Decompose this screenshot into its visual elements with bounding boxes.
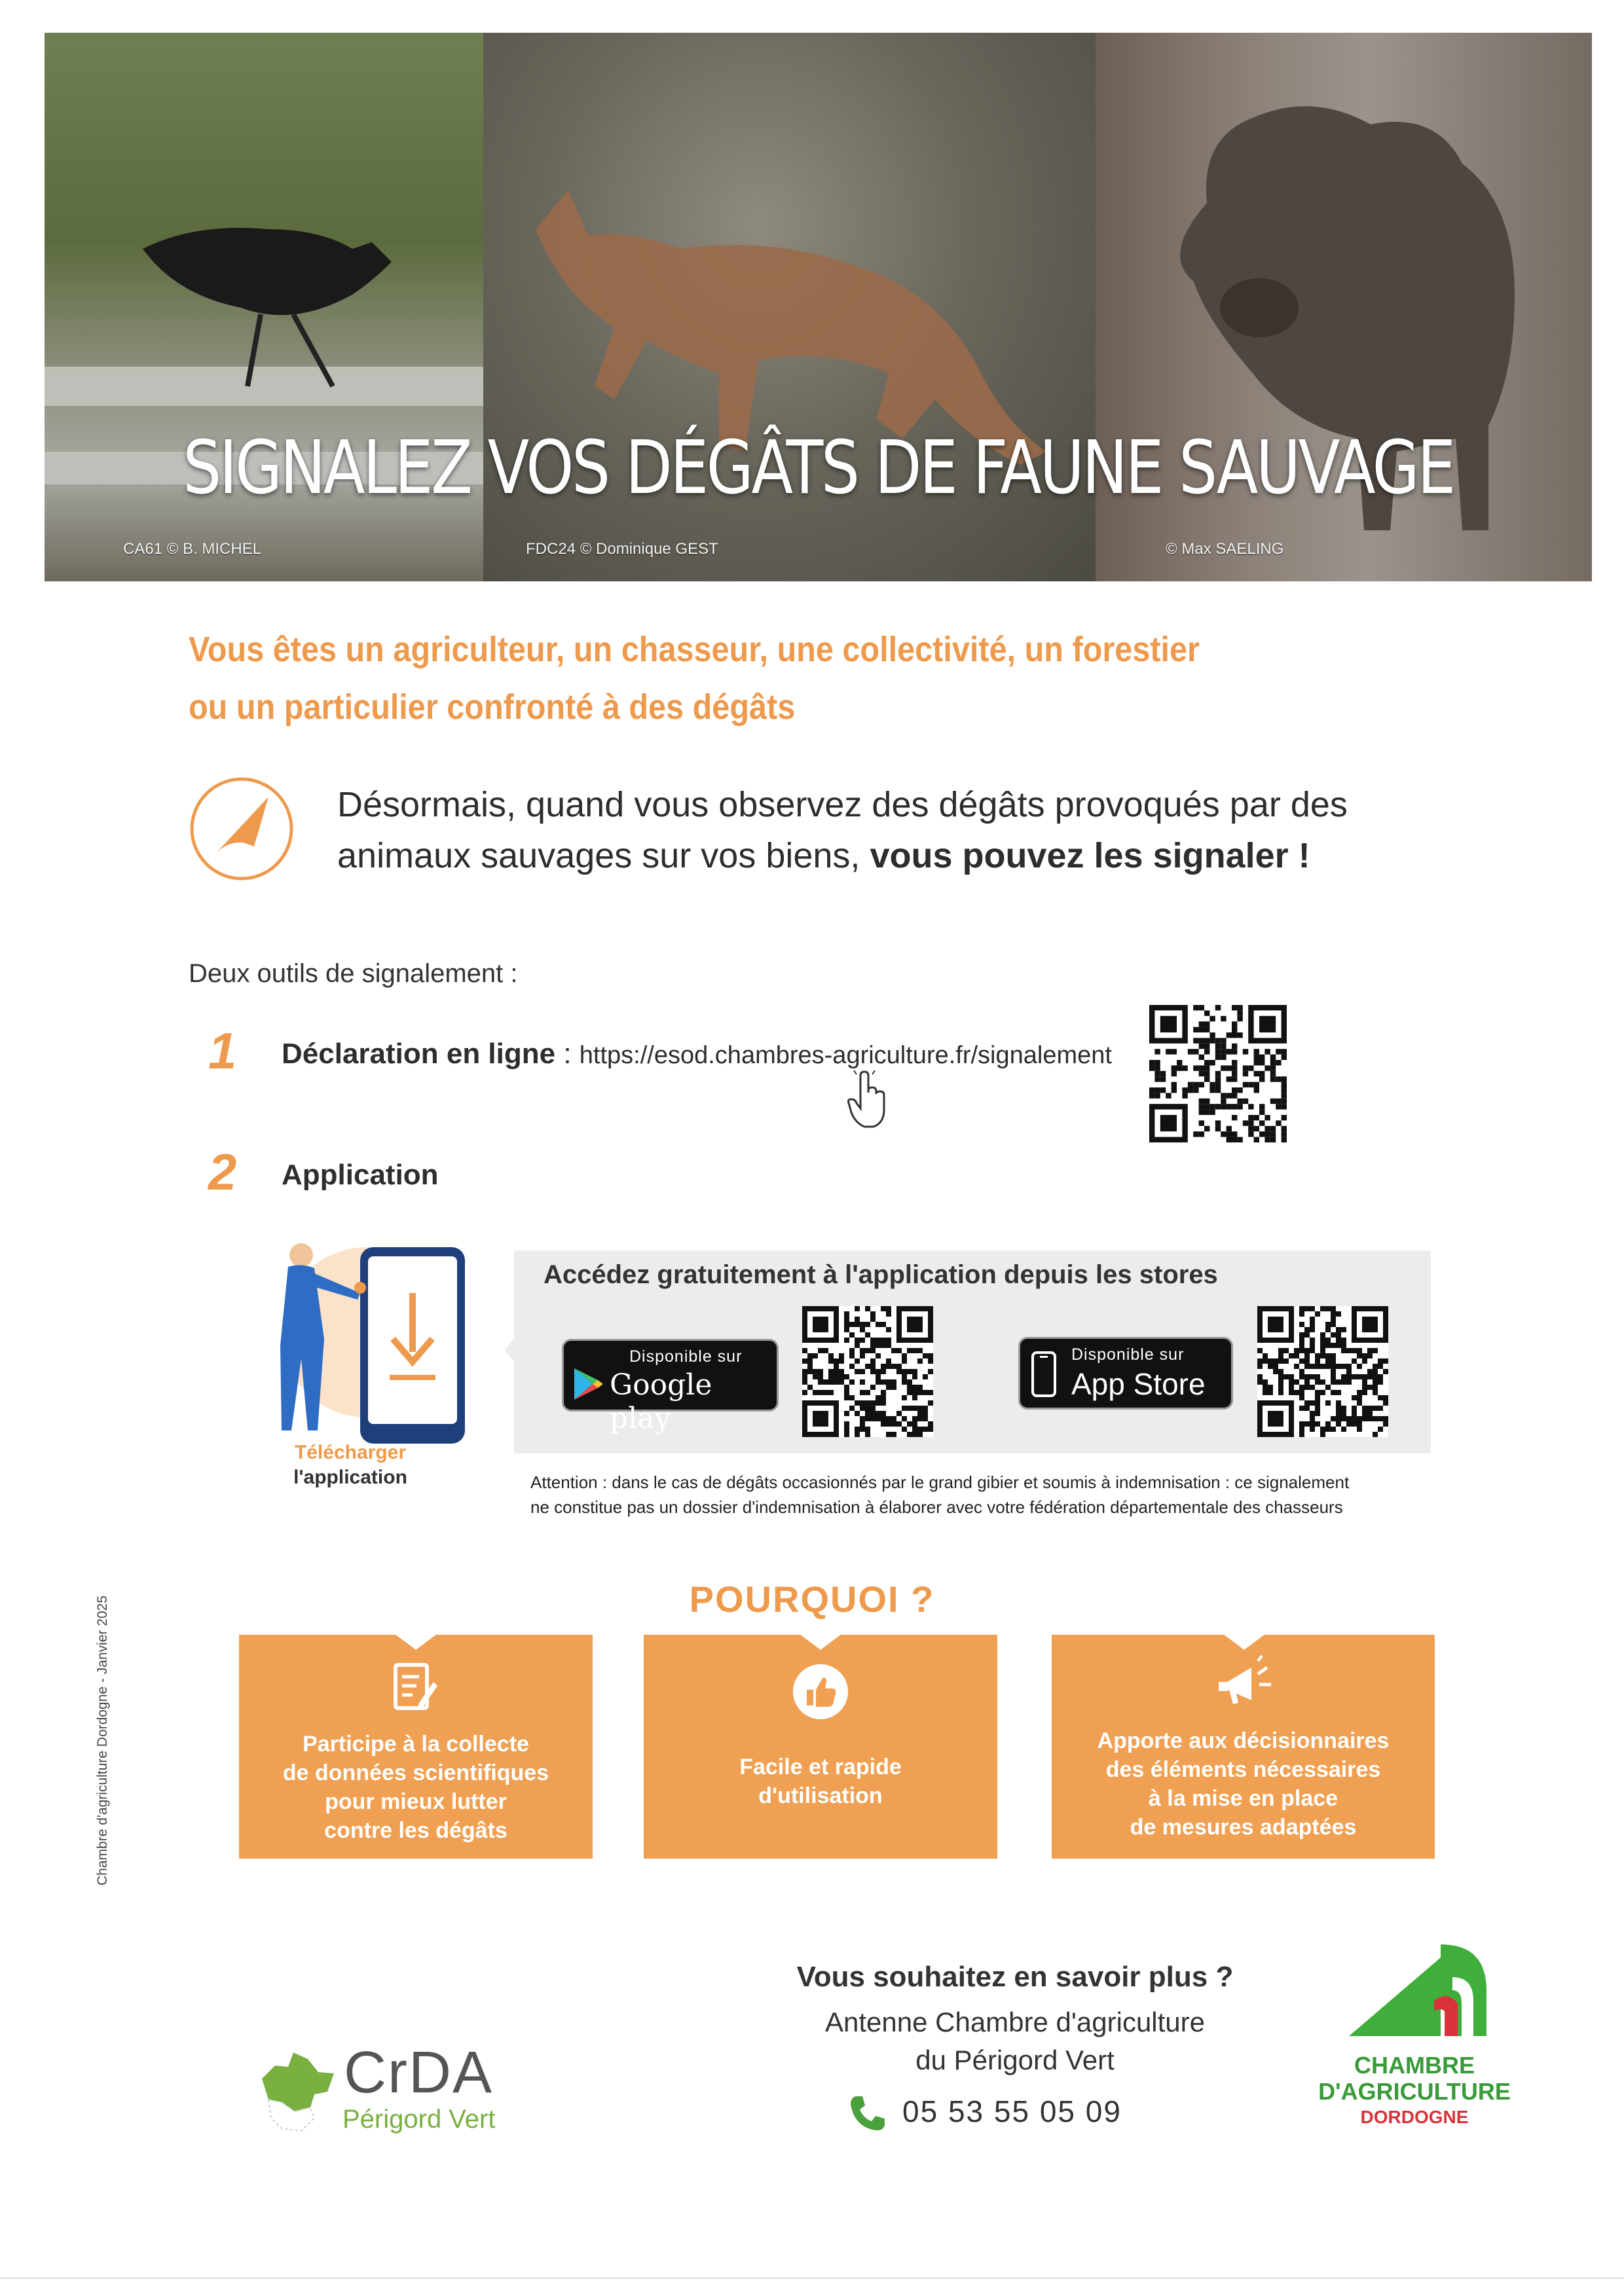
apple-badge-small: Disponible sur (1071, 1345, 1185, 1364)
attention-line2: ne constitue pas un dossier d'indemnisation à élaborer avec votre fédération départementale des chasseurs (530, 1497, 1343, 1517)
document-edit-icon (393, 1662, 439, 1715)
step-2-label: Application (282, 1159, 439, 1191)
online-declaration-link[interactable]: https://esod.chambres-agriculture.fr/signalement (579, 1042, 1112, 1069)
intro-heading-line2: ou un particulier confronté à des dégâts (189, 687, 796, 727)
google-badge-small: Disponible sur (629, 1347, 743, 1366)
intro-text-plain: animaux sauvages sur vos biens, (337, 836, 870, 875)
iphone-icon (1031, 1351, 1057, 1398)
more-info-title: Vous souhaitez en savoir plus ? (796, 1961, 1234, 1993)
intro-text (337, 779, 1503, 881)
chamber-name-line2: D'AGRICULTURE (1318, 2078, 1511, 2105)
bottom-rule (0, 2277, 1624, 2279)
why-card-2-text: Facile et rapide d'utilisation (739, 1755, 902, 1808)
why-card-data-collection (239, 1635, 593, 1859)
intro-text-line2 (337, 830, 1503, 881)
step-1-number: 1 (208, 1022, 237, 1080)
intro-heading (189, 621, 1308, 736)
attention-notice (530, 1470, 1447, 1520)
download-app-caption (262, 1440, 439, 1490)
step-1-separator: : (555, 1038, 580, 1070)
why-card-easy (644, 1635, 997, 1859)
attention-line1: Attention : dans le cas de dégâts occasionnés par le grand gibier et soumis à indemnisation : ce signalement (530, 1472, 1350, 1492)
photo-credit-fox: FDC24 © Dominique GEST (526, 540, 718, 558)
thumbs-up-icon (791, 1662, 850, 1721)
why-card-1-text: Participe à la collecte de données scientifiques pour mieux lutter contre les dégâts (282, 1732, 549, 1843)
crda-subtitle: Périgord Vert (342, 2105, 496, 2134)
crda-name: CrDA (344, 2040, 493, 2105)
side-credit: Chambre d'agriculture Dordogne - Janvier 2025 (95, 1595, 110, 1886)
chambre-agriculture-logo (1342, 1938, 1500, 2062)
why-card-decision-makers (1052, 1635, 1435, 1859)
why-title: POURQUOI ? (689, 1578, 935, 1620)
tools-label: Deux outils de signalement : (189, 959, 518, 988)
phone-icon (848, 2094, 887, 2133)
google-badge-big: Google play (610, 1368, 712, 1435)
download-caption-line1: Télécharger (294, 1442, 407, 1463)
qr-code-online-declaration[interactable] (1149, 1005, 1287, 1142)
banner-title: SIGNALEZ VOS DÉGÂTS DE FAUNE SAUVAGE (183, 426, 1454, 511)
photo-credit-boar: © Max SAELING (1166, 540, 1284, 558)
online-declaration-label: Déclaration en ligne (282, 1038, 556, 1070)
intro-text-bold: vous pouvez les signaler ! (870, 836, 1310, 875)
download-caption-line2: l'application (293, 1467, 407, 1488)
hero-banner (45, 33, 1592, 581)
qr-code-app-store[interactable] (1257, 1306, 1388, 1437)
intro-heading-line1: Vous êtes un agriculteur, un chasseur, une collectivité, un forestier (189, 630, 1200, 669)
apple-badge-big: App Store (1071, 1367, 1206, 1401)
google-play-badge[interactable] (562, 1339, 779, 1435)
photo-credit-crow: CA61 © B. MICHEL (123, 540, 262, 558)
chamber-name-line3: DORDOGNE (1360, 2107, 1469, 2127)
stores-title: Accédez gratuitement à l'application depuis les stores (544, 1260, 1218, 1289)
chamber-name-line1: CHAMBRE (1354, 2052, 1475, 2079)
app-store-badge[interactable] (1018, 1337, 1233, 1410)
perigord-map-icon (255, 2039, 347, 2138)
pointer-hand-icon (845, 1070, 891, 1129)
qr-code-google-play[interactable] (802, 1306, 933, 1437)
phone-download-illustration (262, 1234, 471, 1444)
megaphone-icon (1212, 1654, 1278, 1713)
step-2-number: 2 (208, 1143, 237, 1201)
why-card-3-text: Apporte aux décisionnaires des éléments nécessaires à la mise en place de mesures adaptées (1097, 1728, 1390, 1840)
google-play-icon (573, 1367, 603, 1401)
more-info-organization: Antenne Chambre d'agriculture du Périgord Vert (824, 2007, 1206, 2075)
phone-number[interactable]: 05 53 55 05 09 (902, 2094, 1122, 2128)
location-arrow-icon (189, 776, 295, 882)
step-1-label (282, 1038, 1112, 1070)
intro-text-line1: Désormais, quand vous observez des dégâts provoqués par des (337, 785, 1348, 824)
